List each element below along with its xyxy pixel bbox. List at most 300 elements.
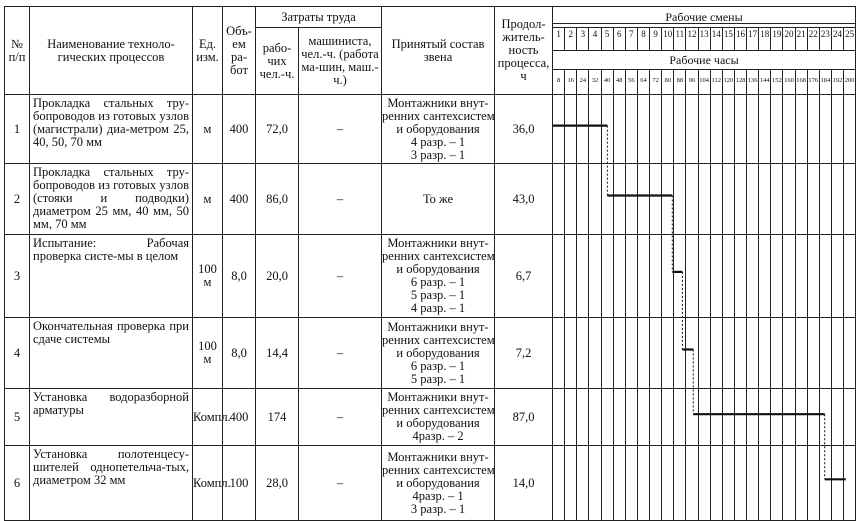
grid-column bbox=[711, 318, 723, 388]
grid-column bbox=[699, 389, 711, 445]
grid-column bbox=[577, 95, 589, 163]
shift-number: 6 bbox=[614, 28, 626, 50]
crew-line: ренних сантехсистем bbox=[382, 108, 495, 123]
grid-column bbox=[553, 95, 565, 163]
grid-column bbox=[783, 164, 795, 234]
grid-column bbox=[759, 95, 771, 163]
shift-number: 22 bbox=[808, 28, 820, 50]
grid-column bbox=[589, 95, 601, 163]
grid-column bbox=[832, 95, 844, 163]
row-num: 1 bbox=[5, 95, 30, 164]
duration: 7,2 bbox=[495, 318, 553, 389]
grid-column bbox=[589, 318, 601, 388]
grid-column bbox=[626, 95, 638, 163]
gantt-cell bbox=[553, 446, 856, 521]
labor-machinist: – bbox=[299, 164, 382, 235]
grid-column bbox=[796, 446, 808, 520]
grid-column bbox=[638, 446, 650, 520]
grid-column bbox=[723, 235, 735, 317]
header-shifts-block bbox=[553, 7, 856, 28]
grid-column bbox=[723, 389, 735, 445]
hour-mark: 104 bbox=[699, 70, 711, 94]
row-num: 2 bbox=[5, 164, 30, 235]
grid-column bbox=[711, 389, 723, 445]
volume: 400 bbox=[223, 389, 256, 446]
gantt-grid bbox=[553, 318, 855, 388]
crew-line: и оборудования bbox=[396, 345, 480, 360]
grid-column bbox=[699, 95, 711, 163]
hour-mark: 56 bbox=[626, 70, 638, 94]
hour-mark: 200 bbox=[844, 77, 855, 84]
hour-mark: 112 bbox=[711, 70, 723, 94]
grid-column bbox=[553, 446, 565, 520]
grid-column bbox=[602, 446, 614, 520]
grid-column bbox=[674, 446, 686, 520]
crew-line: и оборудования bbox=[396, 121, 480, 136]
header-name: Наименование техноло-гических процессов bbox=[30, 7, 193, 95]
gantt-cell bbox=[553, 389, 856, 446]
grid-column bbox=[759, 235, 771, 317]
grid-column bbox=[565, 235, 577, 317]
gantt-grid bbox=[553, 389, 855, 445]
shift-number: 24 bbox=[832, 28, 844, 50]
grid-column bbox=[747, 235, 759, 317]
hour-mark: 80 bbox=[662, 70, 674, 94]
grid-column bbox=[771, 446, 783, 520]
grid-column bbox=[650, 235, 662, 317]
grid-column bbox=[844, 95, 855, 163]
hour-mark: 176 bbox=[808, 70, 820, 94]
grid-column bbox=[686, 164, 698, 234]
grid-column bbox=[674, 389, 686, 445]
crew-line: Монтажники внут- bbox=[387, 390, 489, 404]
shift-number: 19 bbox=[771, 28, 783, 50]
grid-column bbox=[759, 164, 771, 234]
shift-number: 4 bbox=[589, 28, 601, 50]
labor-machinist: – bbox=[299, 446, 382, 521]
grid-column bbox=[711, 95, 723, 163]
duration: 36,0 bbox=[495, 95, 553, 164]
grid-column bbox=[820, 389, 832, 445]
crew-composition bbox=[382, 446, 495, 521]
hour-mark: 136 bbox=[747, 70, 759, 94]
grid-column bbox=[589, 446, 601, 520]
duration: 6,7 bbox=[495, 235, 553, 318]
shift-number: 18 bbox=[759, 28, 771, 50]
gantt-grid bbox=[553, 446, 855, 520]
process-name: Установка полотенцесу-шителей однопетельча-тых, диаметром 32 мм bbox=[30, 446, 193, 521]
crew-line: и оборудования bbox=[396, 262, 480, 276]
table-row bbox=[5, 95, 856, 164]
grid-column bbox=[759, 446, 771, 520]
grid-column bbox=[614, 389, 626, 445]
labor-machinist: – bbox=[299, 235, 382, 318]
grid-column bbox=[626, 389, 638, 445]
crew-composition bbox=[382, 164, 495, 235]
grid-column bbox=[553, 389, 565, 445]
grid-column bbox=[565, 95, 577, 163]
grid-column bbox=[577, 318, 589, 388]
grid-column bbox=[638, 164, 650, 234]
grid-column bbox=[844, 446, 855, 520]
grid-column bbox=[626, 235, 638, 317]
crew-composition bbox=[382, 235, 495, 318]
hour-mark: 168 bbox=[796, 70, 808, 94]
crew-line: ренних сантехсистем bbox=[382, 462, 495, 477]
grid-column bbox=[577, 164, 589, 234]
hour-mark: 96 bbox=[686, 70, 698, 94]
grid-column bbox=[699, 164, 711, 234]
grid-column bbox=[626, 164, 638, 234]
crew-line: 5 разр. – 1 bbox=[410, 371, 466, 386]
volume: 8,0 bbox=[223, 235, 256, 318]
grid-column bbox=[699, 235, 711, 317]
grid-column bbox=[771, 164, 783, 234]
hour-mark: 16 bbox=[565, 70, 577, 94]
grid-column bbox=[723, 164, 735, 234]
grid-column bbox=[614, 164, 626, 234]
grid-column bbox=[808, 235, 820, 317]
hour-mark: 184 bbox=[820, 70, 832, 94]
hour-marks-row bbox=[553, 70, 855, 94]
grid-column bbox=[577, 389, 589, 445]
grid-column bbox=[723, 318, 735, 388]
grid-column bbox=[820, 318, 832, 388]
crew-composition bbox=[382, 318, 495, 389]
grid-column bbox=[832, 318, 844, 388]
crew-line: 4разр. – 2 bbox=[412, 429, 464, 443]
table-row bbox=[5, 235, 856, 318]
grid-column bbox=[783, 235, 795, 317]
schedule-rows bbox=[5, 95, 856, 521]
grid-column bbox=[747, 446, 759, 520]
crew-line: То же bbox=[422, 191, 454, 206]
grid-column bbox=[699, 446, 711, 520]
grid-column bbox=[844, 164, 855, 234]
header-hours-cell bbox=[553, 51, 856, 95]
shift-number: 13 bbox=[699, 28, 711, 50]
shift-number: 2 bbox=[565, 28, 577, 50]
grid-column bbox=[686, 318, 698, 388]
grid-column bbox=[723, 446, 735, 520]
grid-column bbox=[808, 164, 820, 234]
grid-column bbox=[808, 95, 820, 163]
grid-column bbox=[771, 95, 783, 163]
header-volume: Объ-ем ра-бот bbox=[223, 7, 256, 95]
grid-column bbox=[602, 235, 614, 317]
process-name: Испытание: Рабочая проверка систе-мы в целом bbox=[30, 235, 193, 318]
crew-line: 3 разр. – 1 bbox=[410, 501, 466, 516]
grid-column bbox=[796, 164, 808, 234]
gantt-cell bbox=[553, 318, 856, 389]
shift-number: 12 bbox=[686, 28, 698, 50]
hours-title: Рабочие часы bbox=[553, 51, 855, 70]
grid-column bbox=[686, 235, 698, 317]
grid-column bbox=[650, 164, 662, 234]
crew-line: ренних сантехсистем bbox=[382, 403, 495, 417]
labor-workers: 14,4 bbox=[256, 318, 299, 389]
shift-number: 16 bbox=[735, 28, 747, 50]
labor-workers: 28,0 bbox=[256, 446, 299, 521]
row-num: 3 bbox=[5, 235, 30, 318]
shift-numbers-row bbox=[553, 28, 855, 50]
grid-column bbox=[602, 164, 614, 234]
volume: 100 bbox=[223, 446, 256, 521]
grid-column bbox=[820, 164, 832, 234]
grid-column bbox=[553, 164, 565, 234]
grid-column bbox=[650, 389, 662, 445]
grid-column bbox=[796, 389, 808, 445]
grid-column bbox=[832, 446, 844, 520]
grid-column bbox=[783, 318, 795, 388]
grid-column bbox=[614, 235, 626, 317]
shift-number: 21 bbox=[796, 28, 808, 50]
grid-column bbox=[735, 389, 747, 445]
crew-composition bbox=[382, 95, 495, 164]
grid-column bbox=[626, 318, 638, 388]
grid-column bbox=[723, 95, 735, 163]
gantt-cell bbox=[553, 164, 856, 235]
grid-column bbox=[602, 389, 614, 445]
grid-column bbox=[771, 318, 783, 388]
grid-column bbox=[686, 95, 698, 163]
shift-number: 20 bbox=[783, 28, 795, 50]
grid-column bbox=[662, 235, 674, 317]
labor-workers: 86,0 bbox=[256, 164, 299, 235]
shift-number: 10 bbox=[662, 28, 674, 50]
duration: 43,0 bbox=[495, 164, 553, 235]
grid-column bbox=[650, 95, 662, 163]
hour-mark: 120 bbox=[723, 70, 735, 94]
grid-column bbox=[589, 389, 601, 445]
unit: Компл. bbox=[193, 389, 223, 446]
grid-column bbox=[783, 389, 795, 445]
grid-column bbox=[808, 318, 820, 388]
grid-column bbox=[662, 164, 674, 234]
process-name: Окончательная проверка при сдаче системы bbox=[30, 318, 193, 389]
grid-column bbox=[711, 446, 723, 520]
crew-line: Монтажники внут- bbox=[387, 449, 489, 464]
grid-column bbox=[662, 318, 674, 388]
grid-column bbox=[638, 95, 650, 163]
grid-column bbox=[832, 164, 844, 234]
grid-column bbox=[553, 235, 565, 317]
table-row bbox=[5, 389, 856, 446]
hour-mark: 32 bbox=[589, 70, 601, 94]
gantt-cell bbox=[553, 235, 856, 318]
grid-column bbox=[808, 389, 820, 445]
hour-mark: 40 bbox=[602, 70, 614, 94]
grid-column bbox=[662, 389, 674, 445]
grid-column bbox=[771, 389, 783, 445]
grid-column bbox=[832, 235, 844, 317]
shifts-title: Рабочие смены bbox=[553, 11, 855, 24]
shift-number: 5 bbox=[602, 28, 614, 50]
hour-mark: 48 bbox=[614, 70, 626, 94]
grid-column bbox=[565, 446, 577, 520]
grid-column bbox=[638, 235, 650, 317]
header-crew: Принятый состав звена bbox=[382, 7, 495, 95]
grid-column bbox=[565, 389, 577, 445]
shift-number: 23 bbox=[820, 28, 832, 50]
grid-column bbox=[808, 446, 820, 520]
table-row bbox=[5, 318, 856, 389]
crew-line: 3 разр. – 1 bbox=[410, 147, 466, 162]
crew-line: 4 разр. – 1 bbox=[410, 301, 466, 315]
grid-column bbox=[589, 164, 601, 234]
hour-mark: 72 bbox=[650, 70, 662, 94]
grid-column bbox=[820, 446, 832, 520]
crew-line: 5 разр. – 1 bbox=[410, 288, 466, 302]
grid-column bbox=[771, 235, 783, 317]
grid-column bbox=[626, 446, 638, 520]
process-name: Прокладка стальных тру-бопроводов из готовых узлов (магистрали) диа-метром 25, 40, 50, 70 мм bbox=[30, 95, 193, 164]
crew-line: Монтажники внут- bbox=[387, 236, 489, 250]
grid-column bbox=[577, 235, 589, 317]
grid-column bbox=[844, 389, 855, 445]
header-num: № п/п bbox=[5, 7, 30, 95]
volume: 400 bbox=[223, 95, 256, 164]
grid-column bbox=[711, 164, 723, 234]
labor-machinist: – bbox=[299, 95, 382, 164]
header-workers: рабо-чих чел.-ч. bbox=[256, 28, 299, 95]
process-name: Прокладка стальных тру-бопроводов из готовых узлов (стояки и подводки) диаметром 25 мм, 40 мм, 50 мм, 70 мм bbox=[30, 164, 193, 235]
labor-machinist: – bbox=[299, 389, 382, 446]
grid-column bbox=[832, 389, 844, 445]
grid-column bbox=[662, 95, 674, 163]
shift-number: 3 bbox=[577, 28, 589, 50]
grid-column bbox=[650, 446, 662, 520]
grid-column bbox=[602, 95, 614, 163]
grid-column bbox=[699, 318, 711, 388]
shift-number: 14 bbox=[711, 28, 723, 50]
shift-number: 1 bbox=[553, 28, 565, 50]
table-row bbox=[5, 446, 856, 521]
header-duration: Продол-житель-ность процесса, ч bbox=[495, 7, 553, 95]
hour-mark: 160 bbox=[783, 70, 795, 94]
shift-number: 25 bbox=[845, 29, 855, 39]
grid-column bbox=[747, 318, 759, 388]
grid-column bbox=[796, 95, 808, 163]
duration: 14,0 bbox=[495, 446, 553, 521]
hour-mark: 144 bbox=[759, 70, 771, 94]
grid-column bbox=[565, 164, 577, 234]
grid-column bbox=[747, 164, 759, 234]
crew-line: 6 разр. – 1 bbox=[410, 275, 466, 289]
shift-number: 9 bbox=[650, 28, 662, 50]
crew-composition bbox=[382, 389, 495, 446]
hour-mark: 128 bbox=[735, 70, 747, 94]
grid-column bbox=[674, 95, 686, 163]
grid-column bbox=[602, 318, 614, 388]
grid-column bbox=[674, 318, 686, 388]
grid-column bbox=[614, 95, 626, 163]
gantt-grid bbox=[553, 95, 855, 163]
labor-workers: 72,0 bbox=[256, 95, 299, 164]
header-unit: Ед. изм. bbox=[193, 7, 223, 95]
shift-number: 15 bbox=[723, 28, 735, 50]
grid-column bbox=[796, 318, 808, 388]
crew-line: и оборудования bbox=[396, 416, 480, 430]
duration: 87,0 bbox=[495, 389, 553, 446]
labor-workers: 20,0 bbox=[256, 235, 299, 318]
grid-column bbox=[650, 318, 662, 388]
grid-column bbox=[735, 235, 747, 317]
unit: 100 м bbox=[193, 318, 223, 389]
grid-column bbox=[844, 235, 855, 317]
grid-column bbox=[686, 389, 698, 445]
grid-column bbox=[735, 446, 747, 520]
unit: м bbox=[193, 95, 223, 164]
grid-column bbox=[614, 446, 626, 520]
hour-mark: 24 bbox=[577, 70, 589, 94]
grid-column bbox=[759, 318, 771, 388]
header-hours-block bbox=[553, 28, 856, 51]
grid-column bbox=[686, 446, 698, 520]
grid-column bbox=[783, 95, 795, 163]
crew-line: ренних сантехсистем bbox=[382, 249, 495, 263]
crew-line: 4 разр. – 1 bbox=[410, 134, 466, 149]
grid-column bbox=[589, 235, 601, 317]
grid-column bbox=[674, 164, 686, 234]
crew-line: и оборудования bbox=[396, 475, 480, 490]
grid-column bbox=[577, 446, 589, 520]
grid-column bbox=[796, 235, 808, 317]
shift-number: 17 bbox=[747, 28, 759, 50]
grid-column bbox=[735, 164, 747, 234]
shift-number: 11 bbox=[674, 28, 686, 50]
header-labor: Затраты труда bbox=[256, 7, 382, 28]
hour-mark: 8 bbox=[553, 70, 565, 94]
volume: 400 bbox=[223, 164, 256, 235]
labor-machinist: – bbox=[299, 318, 382, 389]
grid-column bbox=[674, 235, 686, 317]
grid-column bbox=[820, 95, 832, 163]
grid-column bbox=[662, 446, 674, 520]
unit: Компл. bbox=[193, 446, 223, 521]
process-name: Установка водоразборной арматуры bbox=[30, 389, 193, 446]
gantt-grid bbox=[553, 164, 855, 234]
grid-column bbox=[735, 95, 747, 163]
hour-mark: 152 bbox=[771, 70, 783, 94]
gantt-cell bbox=[553, 95, 856, 164]
header-machinist: машиниста, чел.-ч. (работа ма-шин, маш.-ч.) bbox=[299, 28, 382, 95]
schedule-table bbox=[4, 6, 856, 521]
crew-line: 4разр. – 1 bbox=[412, 488, 464, 503]
grid-column bbox=[711, 235, 723, 317]
hour-mark: 64 bbox=[638, 70, 650, 94]
row-num: 4 bbox=[5, 318, 30, 389]
grid-column bbox=[735, 318, 747, 388]
grid-column bbox=[638, 389, 650, 445]
grid-column bbox=[783, 446, 795, 520]
grid-column bbox=[747, 95, 759, 163]
crew-line: 6 разр. – 1 bbox=[410, 358, 466, 373]
unit: 100 м bbox=[193, 235, 223, 318]
grid-column bbox=[759, 389, 771, 445]
grid-column bbox=[614, 318, 626, 388]
row-num: 6 bbox=[5, 446, 30, 521]
grid-column bbox=[565, 318, 577, 388]
grid-column bbox=[820, 235, 832, 317]
volume: 8,0 bbox=[223, 318, 256, 389]
hour-mark: 192 bbox=[832, 70, 844, 94]
crew-line: ренних сантехсистем bbox=[382, 332, 495, 347]
grid-column bbox=[553, 318, 565, 388]
unit: м bbox=[193, 164, 223, 235]
hour-mark: 88 bbox=[674, 70, 686, 94]
crew-line: Монтажники внут- bbox=[387, 319, 489, 334]
